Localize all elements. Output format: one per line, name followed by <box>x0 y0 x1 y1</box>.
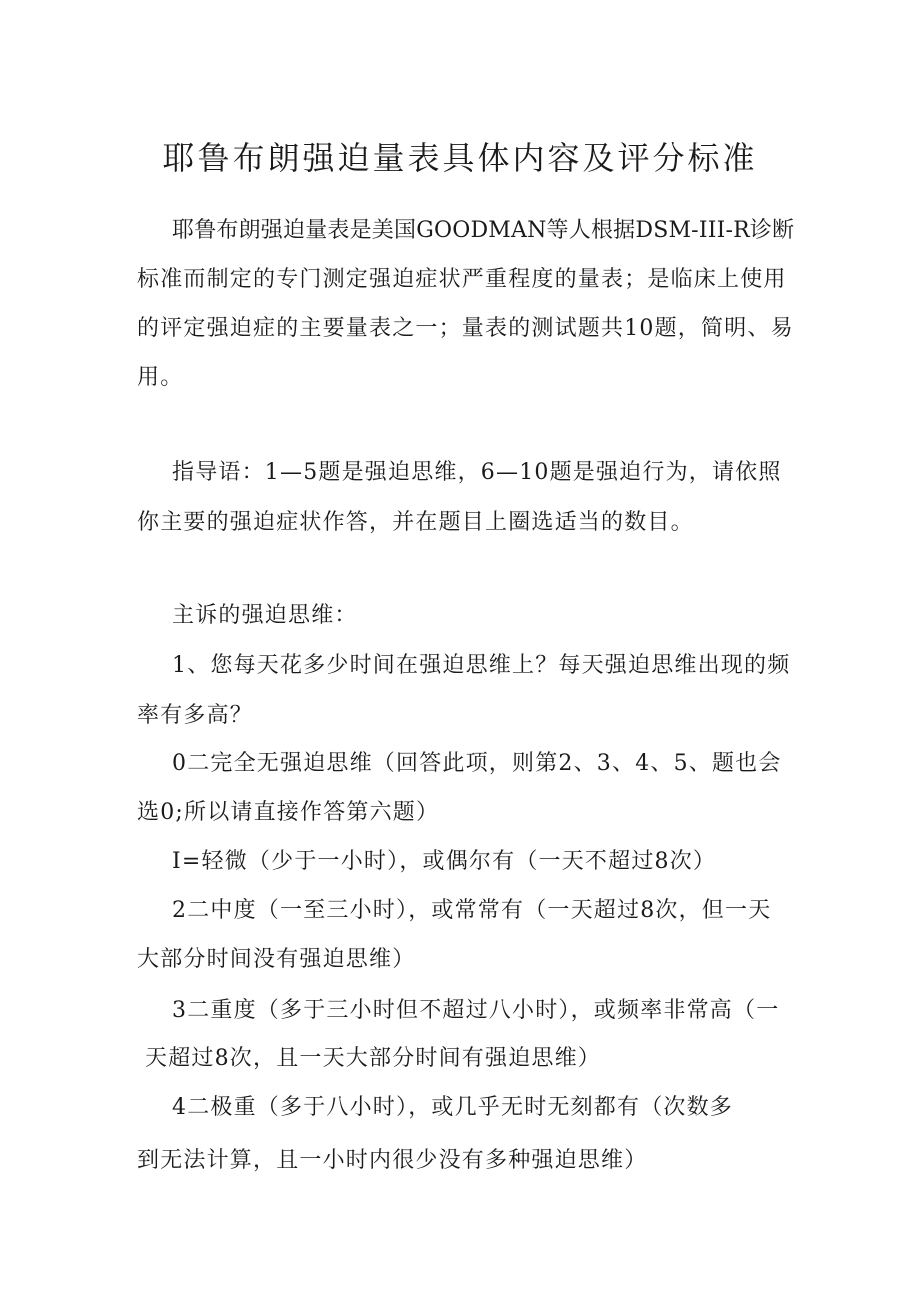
option-4-continued: 到无法计算，且一小时内很少没有多种强迫思维） <box>137 1148 648 1173</box>
intro-line: 的评定强迫症的主要量表之一；量表的测试题共10题，简明、易 <box>137 316 794 341</box>
option-2: 2二中度（一至三小时），或常常有（一天超过8次，但一天 <box>172 898 772 923</box>
option-3-continued: 天超过8次，且一天大部分时间有强迫思维） <box>145 1046 601 1071</box>
intro-line: 用。 <box>137 365 184 390</box>
question-line: 率有多高？ <box>137 703 254 728</box>
instruction-line: 指导语：1—5题是强迫思维，6—10题是强迫行为，请依照 <box>172 460 782 485</box>
intro-line: 标准而制定的专门测定强迫症状严重程度的量表；是临床上使用 <box>137 267 787 292</box>
section-heading: 主诉的强迫思维： <box>172 603 358 628</box>
option-2-continued: 大部分时间没有强迫思维） <box>137 947 416 972</box>
intro-line: 耶鲁布朗强迫量表是美国GOODMAN等人根据DSM-III-R诊断 <box>172 218 795 243</box>
option-0-continued: 选0;所以请直接作答第六题） <box>137 800 440 825</box>
option-1: I=轻微（少于一小时），或偶尔有（一天不超过8次） <box>172 849 717 874</box>
instruction-line: 你主要的强迫症状作答，并在题目上圈选适当的数目。 <box>137 510 694 535</box>
option-3: 3二重度（多于三小时但不超过八小时），或频率非常高（一 <box>172 998 780 1023</box>
question-line: 1、您每天花多少时间在强迫思维上？每天强迫思维出现的频 <box>172 653 791 678</box>
option-0: 0二完全无强迫思维（回答此项，则第2、3、4、5、题也会 <box>172 751 782 776</box>
option-4: 4二极重（多于八小时），或几乎无时无刻都有（次数多 <box>172 1095 733 1120</box>
document-title: 耶鲁布朗强迫量表具体内容及评分标准 <box>162 139 758 178</box>
